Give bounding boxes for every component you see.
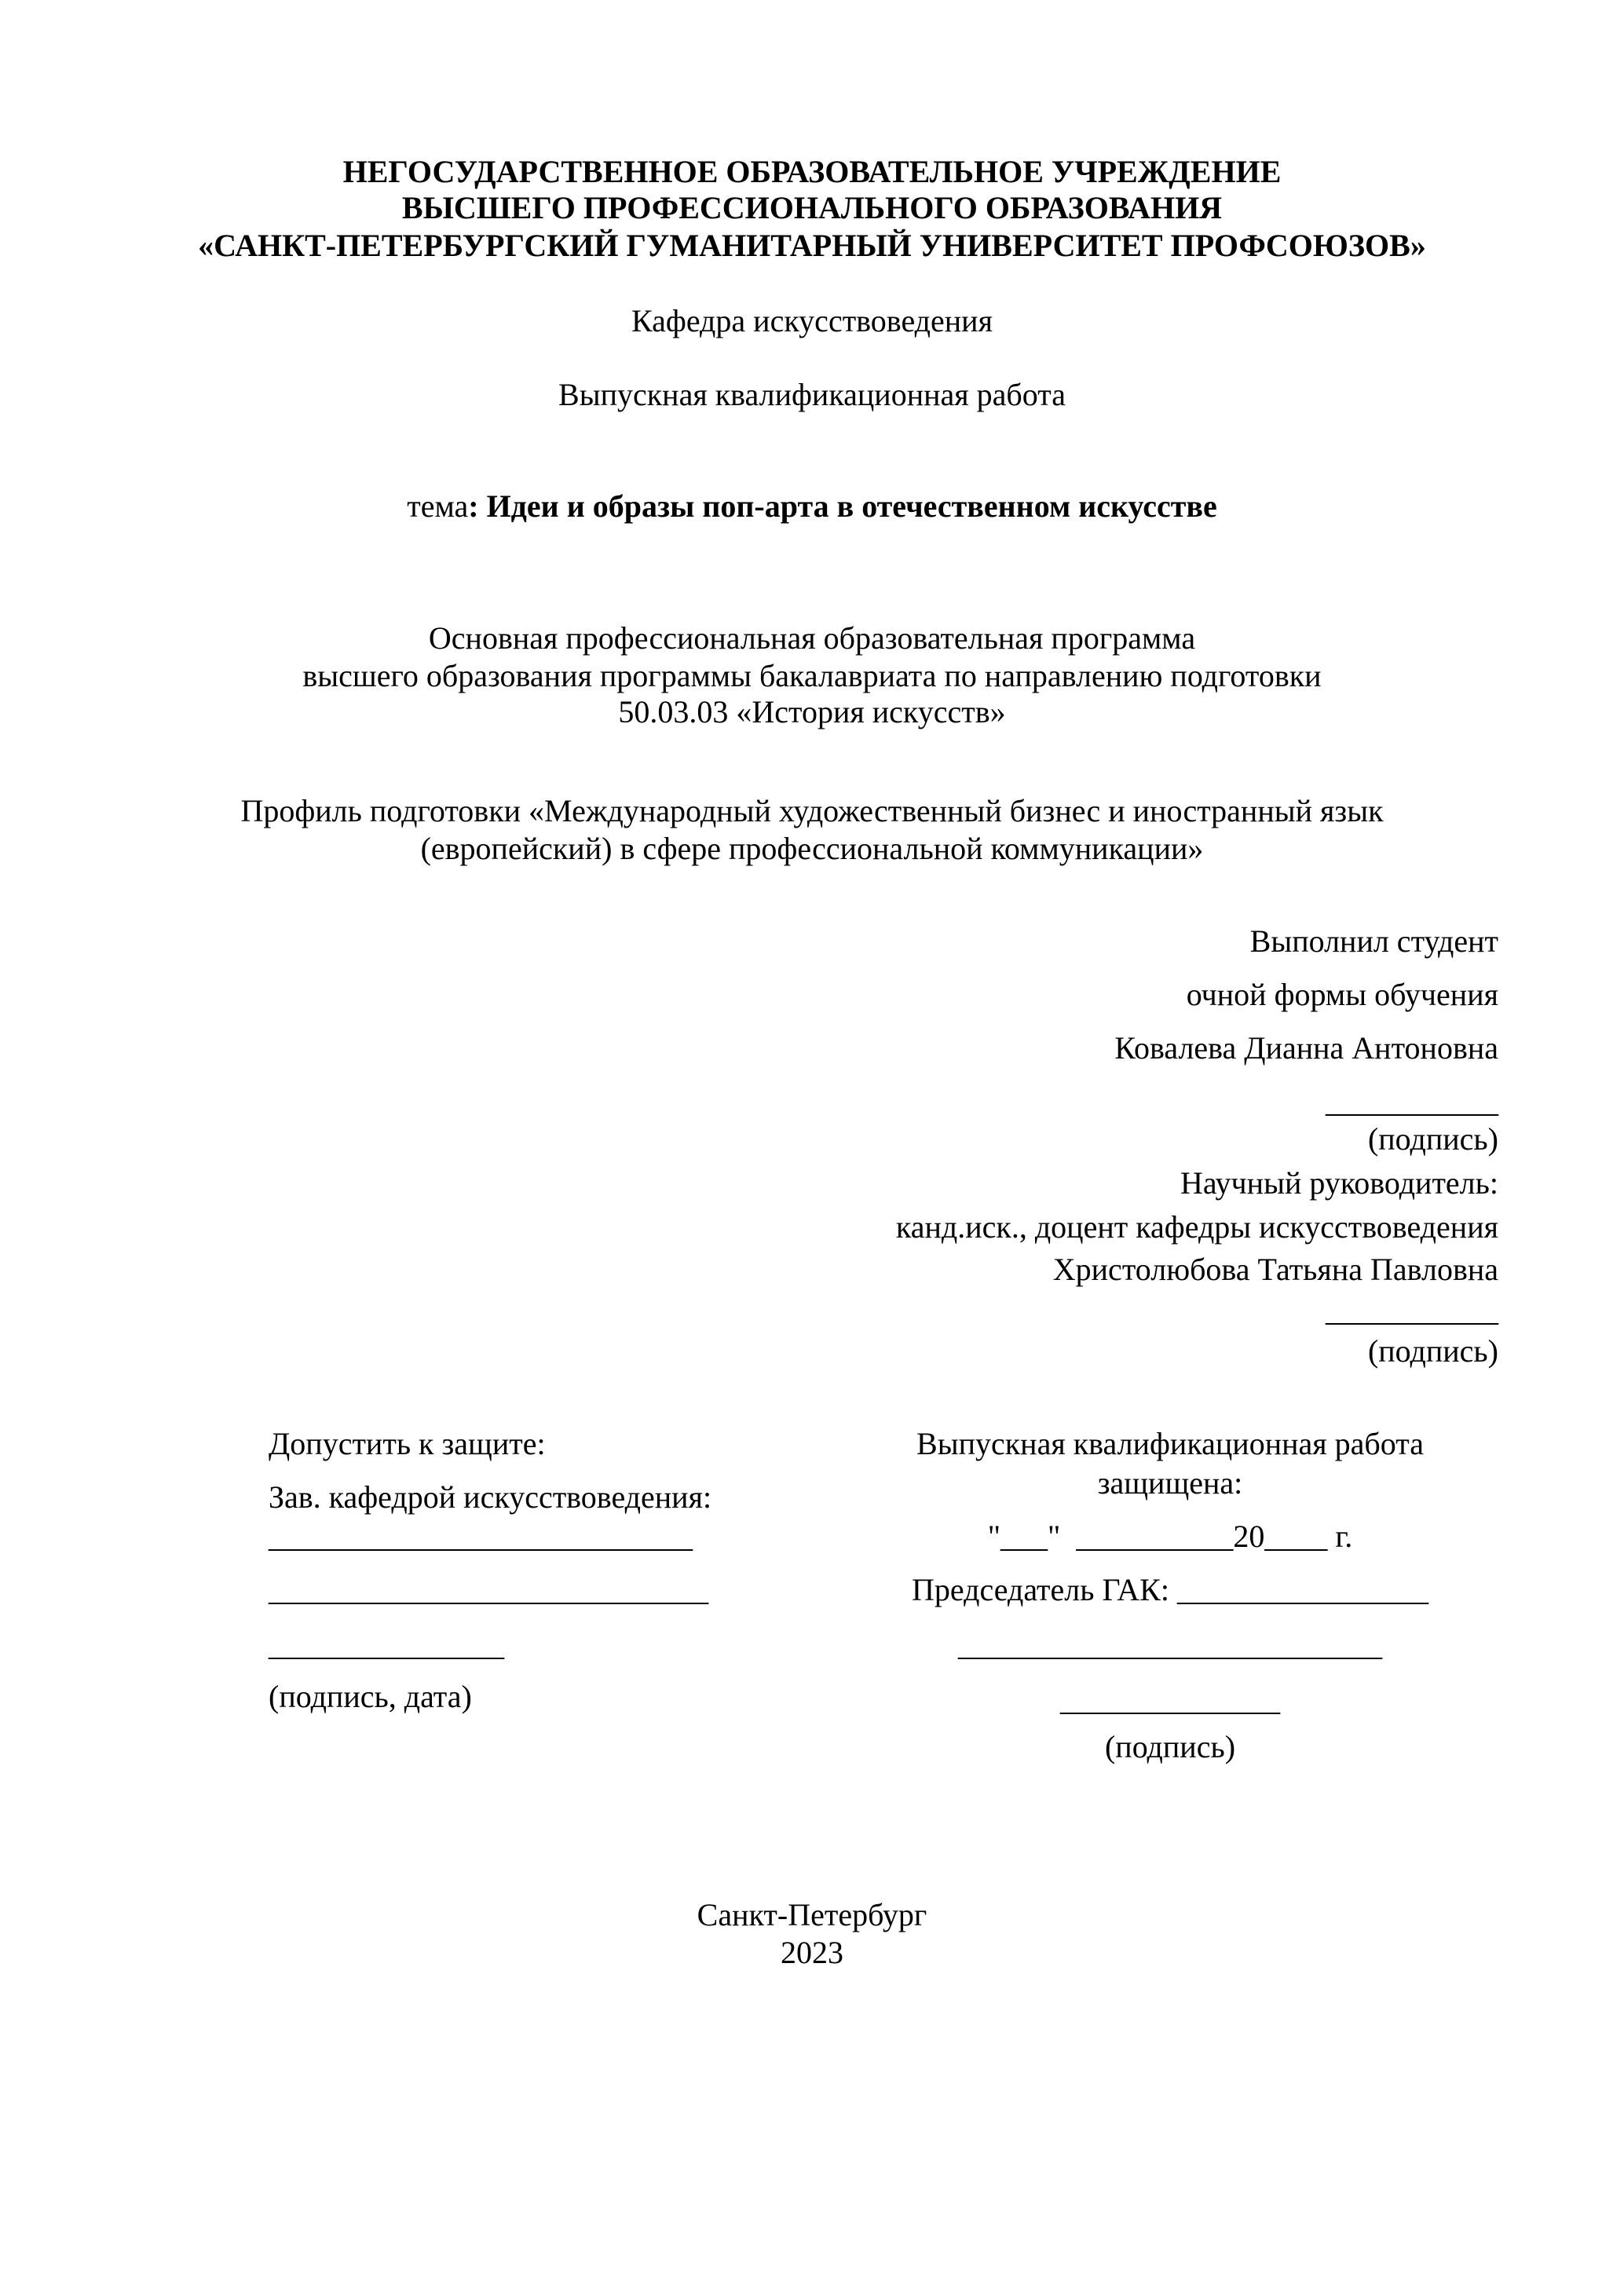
supervisor-label: Научный руководитель: <box>1180 1165 1498 1201</box>
admission-signature-caption: (подпись, дата) <box>269 1679 472 1714</box>
department-name: Кафедра искусствоведения <box>631 303 993 338</box>
topic-title: : Идеи и образы поп-арта в отечественном искусстве <box>468 488 1217 524</box>
work-type: Выпускная квалификационная работа <box>558 377 1066 412</box>
defense-date-line: "___" __________20____ г. <box>987 1519 1353 1554</box>
topic <box>0 488 1624 525</box>
profile-line-1: Профиль подготовки «Международный художественный бизнес и иностранный язык <box>240 793 1384 828</box>
program-line-3: 50.03.03 «История искусств» <box>618 694 1006 729</box>
admission-blank-line-3: _______________ <box>269 1627 504 1662</box>
gak-chair-line: Председатель ГАК: ________________ <box>912 1572 1428 1607</box>
defense-line-2: защищена: <box>1097 1465 1243 1501</box>
supervisor-signature-line: ___________ <box>1326 1292 1498 1328</box>
program-line-2: высшего образования программы бакалавриата по направлению подготовки <box>302 658 1322 693</box>
supervisor-position: канд.иск., доцент кафедры искусствоведения <box>895 1209 1498 1245</box>
defense-blank-line-1: ___________________________ <box>958 1627 1382 1662</box>
defense-line-1: Выпускная квалификационная работа <box>916 1426 1424 1461</box>
topic-prefix: тема <box>407 488 469 524</box>
student-signature-line: ___________ <box>1326 1084 1498 1119</box>
student-signature-caption: (подпись) <box>1367 1121 1498 1157</box>
defense-blank-line-2: ______________ <box>1060 1682 1280 1717</box>
student-study-form: очной формы обучения <box>1186 977 1498 1012</box>
program-line-1: Основная профессиональная образовательная программа <box>428 620 1196 656</box>
city: Санкт-Петербург <box>697 1897 927 1932</box>
admission-label: Допустить к защите: <box>269 1426 546 1461</box>
supervisor-name: Христолюбова Татьяна Павловна <box>1052 1252 1498 1287</box>
department-head-label: Зав. кафедрой искусствоведения: <box>269 1479 712 1515</box>
admission-blank-line-1: ___________________________ <box>269 1519 693 1554</box>
profile-line-2: (европейский) в сфере профессиональной коммуникации» <box>420 831 1204 866</box>
institution-header-line-3: «САНКТ-ПЕТЕРБУРГСКИЙ ГУМАНИТАРНЫЙ УНИВЕРСИТЕТ ПРОФСОЮЗОВ» <box>198 228 1426 263</box>
admission-blank-line-2: ____________________________ <box>269 1572 708 1607</box>
student-label: Выполнил студент <box>1249 923 1498 959</box>
year: 2023 <box>781 1935 843 1970</box>
institution-header-line-2: ВЫСШЕГО ПРОФЕССИОНАЛЬНОГО ОБРАЗОВАНИЯ <box>401 190 1223 225</box>
defense-signature-caption: (подпись) <box>1104 1729 1236 1764</box>
student-name: Ковалева Дианна Антоновна <box>1114 1030 1498 1066</box>
institution-header-line-1: НЕГОСУДАРСТВЕННОЕ ОБРАЗОВАТЕЛЬНОЕ УЧРЕЖДЕНИЕ <box>342 154 1282 189</box>
supervisor-signature-caption: (подпись) <box>1367 1333 1498 1369</box>
